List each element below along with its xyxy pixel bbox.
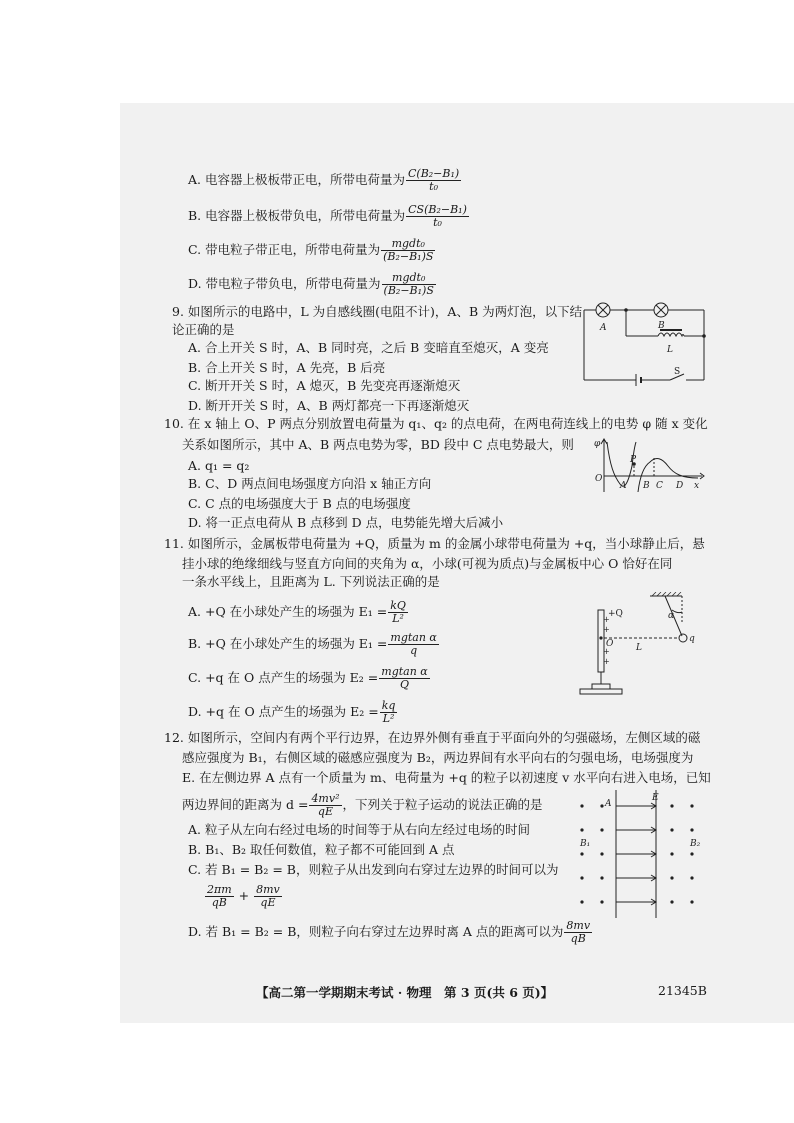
label-alpha: α [668,611,675,621]
magnetic-field-dot [580,804,583,807]
magnetic-field-dot [670,900,673,903]
q10-stem-line2: 关系如图所示，其中 A、B 两点电势为零，BD 段中 C 点电势最大，则 [182,437,574,452]
magnetic-field-dot [670,876,673,879]
q11-stem-line2: 挂小球的绝缘细线与竖直方向间的夹角为 α，小球(可视为质点)与金属板中心 O 恰好在同 [182,556,673,571]
q10-stem-line1: 10. 在 x 轴上 O、P 两点分别放置电荷量为 q₁、q₂ 的点电荷，在两电荷连线上的电势 φ 随 x 变化 [164,416,708,431]
q11-stem-line3: 一条水平线上，且距离为 L. 下列说法正确的是 [182,574,440,589]
label-l: L [636,643,642,653]
q11-stem-line1: 11. 如图所示，金属板带电荷量为 +Q，质量为 m 的金属小球带电荷量为 +q，当小球静止后，悬 [164,536,705,551]
q9-option-d: D. 断开开关 S 时，A、B 两灯都亮一下再逐渐熄灭 [188,398,470,413]
page-footer-title: 【高二第一学期期末考试 · 物理 第 3 页(共 6 页)】 [256,985,554,1000]
q12-option-b: B. B₁、B₂ 取任何数值，粒子都不可能回到 A 点 [188,842,455,857]
q9-stem-line1: 9. 如图所示的电路中，L 为自感线圈(电阻不计)，A、B 为两灯泡，以下结 [172,304,583,319]
q10-option-a: A. q₁ = q₂ [188,458,250,473]
svg-text:+: + [603,625,610,634]
label-o: O [595,474,603,484]
label-x: x [694,481,700,491]
q12-option-c: C. 若 B₁ = B₂ = B，则粒子从出发到向右穿过左边界的时间可以为 [188,862,559,877]
label-b1: B₁ [580,839,591,849]
magnetic-field-dot [670,852,673,855]
q12-stem-line4: 两边界间的距离为 d = $\frac{\text{4mv²}}{qE}$ ，下列关于粒子运动的说法正确的是 [182,792,543,818]
q11-option-a: A. +Q 在小球处产生的场强为 E₁ = $\frac{kQ}{\text{L²}}$ [188,599,406,625]
q10-option-b: B. C、D 两点间电场强度方向沿 x 轴正方向 [188,476,432,491]
label-c: C [656,481,663,491]
magnetic-field-dot [600,828,603,831]
q11-option-b: B. +Q 在小球处产生的场强为 E₁ = $\frac{\text{mgtan α}}{q}$ [188,631,437,657]
q8-option-c: C. 带电粒子带正电，所带电荷量为 $\frac{\text{mgdt₀}}{\text{(B₂−B₁)S}}$ [188,237,434,263]
q12-field-figure [572,786,712,922]
label-b: B [643,481,650,491]
label-e: E [652,793,659,803]
magnetic-field-dot [690,876,693,879]
label-lamp-b: B [658,321,665,331]
label-switch: S [674,367,681,377]
q11-option-d: D. +q 在 O 点产生的场强为 E₂ = $\frac{kq}{\text{L²}}$ [188,699,396,725]
q9-option-a: A. 合上开关 S 时，A、B 同时亮，之后 B 变暗直至熄灭，A 变亮 [188,340,549,355]
label-a: A [605,799,612,809]
label-a: A [620,481,627,491]
label-o: O [606,639,614,649]
q8-option-d: D. 带电粒子带负电，所带电荷量为 $\frac{\text{mgdt₀}}{\text{(B₂−B₁)S}}$ [188,271,434,297]
q10-option-c: C. C 点的电场强度大于 B 点的电场强度 [188,496,411,511]
q9-option-c: C. 断开开关 S 时，A 熄灭，B 先变亮再逐渐熄灭 [188,378,461,393]
q9-stem-line2: 论正确的是 [172,322,235,337]
q12-stem-line3: E. 在左侧边界 A 点有一个质量为 m、电荷量为 +q 的粒子以初速度 v 水平向右进入电场，已知 [182,770,711,785]
svg-text:+: + [603,657,610,666]
label-coil: L [667,345,673,355]
magnetic-field-dot [690,804,693,807]
q12-option-d: D. 若 B₁ = B₂ = B，则粒子向右穿过左边界时离 A 点的距离可以为 $\frac{8mv}{qB}$ [188,919,591,945]
magnetic-field-dot [690,900,693,903]
svg-text:+: + [603,615,610,624]
svg-text:+: + [603,647,610,656]
q12-option-a: A. 粒子从左向右经过电场的时间等于从右向左经过电场的时间 [188,822,530,837]
q9-circuit-figure [580,300,710,390]
label-lamp-a: A [600,323,607,333]
magnetic-field-dot [600,804,603,807]
label-d: D [676,481,684,491]
q11-charged-plate-figure [572,592,712,702]
q9-option-b: B. 合上开关 S 时，A 先亮，B 后亮 [188,360,386,375]
magnetic-field-dot [690,852,693,855]
label-b2: B₂ [690,839,701,849]
magnetic-field-dot [580,852,583,855]
magnetic-field-dot [580,900,583,903]
label-p: P [630,455,637,465]
lamp-a-icon [596,303,610,317]
q11-option-c: C. +q 在 O 点产生的场强为 E₂ = $\frac{\text{mgtan α}}{Q}$ [188,665,428,691]
q8-option-b: B. 电容器上极板带负电，所带电荷量为 $\frac{\text{CS(B₂−B₁)}}{\text{t₀}}$ [188,203,467,229]
magnetic-field-dot [600,900,603,903]
label-q-ball: q [689,634,695,644]
paper-code: 21345B [658,983,707,998]
label-phi: φ [594,439,601,449]
magnetic-field-dot [600,852,603,855]
magnetic-field-dot [690,828,693,831]
q10-potential-graph [590,436,710,496]
q10-option-d: D. 将一正点电荷从 B 点移到 D 点，电势能先增大后减小 [188,515,504,530]
q12-stem-line2: 感应强度为 B₁，右侧区域的磁感应强度为 B₂，两边界间有水平向右的匀强电场，电场强度为 [182,750,694,765]
magnetic-field-dot [670,828,673,831]
lamp-b-icon [654,303,668,317]
q12-option-c-expression: $\frac{2\pi m}{qB}$ + $\frac{8mv}{qE}$ [207,883,280,909]
q12-stem-line1: 12. 如图所示，空间内有两个平行边界，在边界外侧有垂直于平面向外的匀强磁场，左侧区域的磁 [164,730,701,745]
magnetic-field-dot [670,804,673,807]
magnetic-field-dot [600,876,603,879]
label-plus-q-plate: +Q [608,609,623,619]
magnetic-field-dot [580,876,583,879]
q8-option-a: A. 电容器上极板带正电，所带电荷量为 $\frac{\text{C(B₂−B₁)}}{\text{t₀}}$ [188,167,460,193]
magnetic-field-dot [580,828,583,831]
